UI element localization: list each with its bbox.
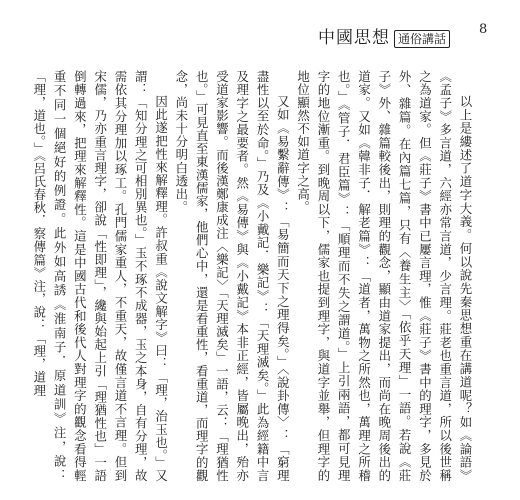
vertical-text-body (31, 70, 475, 482)
logo-main-text: 中國思想 (318, 28, 390, 48)
paragraph-2: 又如《易繫辭傳》：「易簡而天下之理得矣。」〈說卦傳〉：「窮理盡性以至於命。」乃及《小戴記．樂記》：「天理滅矣。」此為經籍中言及理字之最要者。然《易傳》與《小戴記》本非正經，皆屬晚出，殆亦受道家影響。而後漢鄭康成注〈樂記〉「天理滅矣」一語，云：「理猶性也。」可見直至東漢儒家，他們心中，還是看重性，看重道，而理字的觀念，尚未十分明白透出。 (173, 70, 291, 482)
paragraph-3: 因此遂把性來解釋理。許叔重《說文解字》曰：「理，治玉也。」又謂：「知分理之可相別異也。」玉不琢不成器，玉之本身，自有分理，故需依其分理加以琢工。孔門儒家重人，不重天，故僅言道不言理。但到宋儒，乃亦重言理字，卻說「性即理」，纔與始起上引「理猶性也」一語倒轉過來，把理來解釋性。這是中國古代和後代人對理字的觀念看得輕重不同一個絕好的例證。此外如高誘《淮南子．原道訓》注，說：「理，道也。」《呂氏春秋．察傳篇》注，說：「理，道理 (31, 70, 169, 482)
series-logo (318, 26, 450, 48)
page-header (0, 0, 520, 60)
paragraph-1: 以上是縷述了道字大義。何以說先秦思想重在講道呢？如《論語》《孟子》多言道，六經亦常言道，少言理。莊老也重言道，所以後世稱之為道家。但《莊子》書中已屢言理，惟《莊子》書中的理字，多見於外、雜篇。在內篇七篇，只有〈養生主〉「依乎天理」一語。若說《莊子》外、雜篇較後出，則理的觀念，顯由道家提出，而尚在晚周後出的道家。又如《韓非子．解老篇》：「道者，萬物之所然也，萬理之所稽也。」《管子．君臣篇》：「順理而不失之謂道。」上引兩語，都可見理字的地位漸重。到晚周以下，儒家也提到理字，與道字並舉，但理字的地位顯然不如道字之高。 (295, 70, 473, 482)
logo-sub-text: 通俗講話 (394, 30, 450, 48)
page-number: 8 (479, 22, 488, 37)
